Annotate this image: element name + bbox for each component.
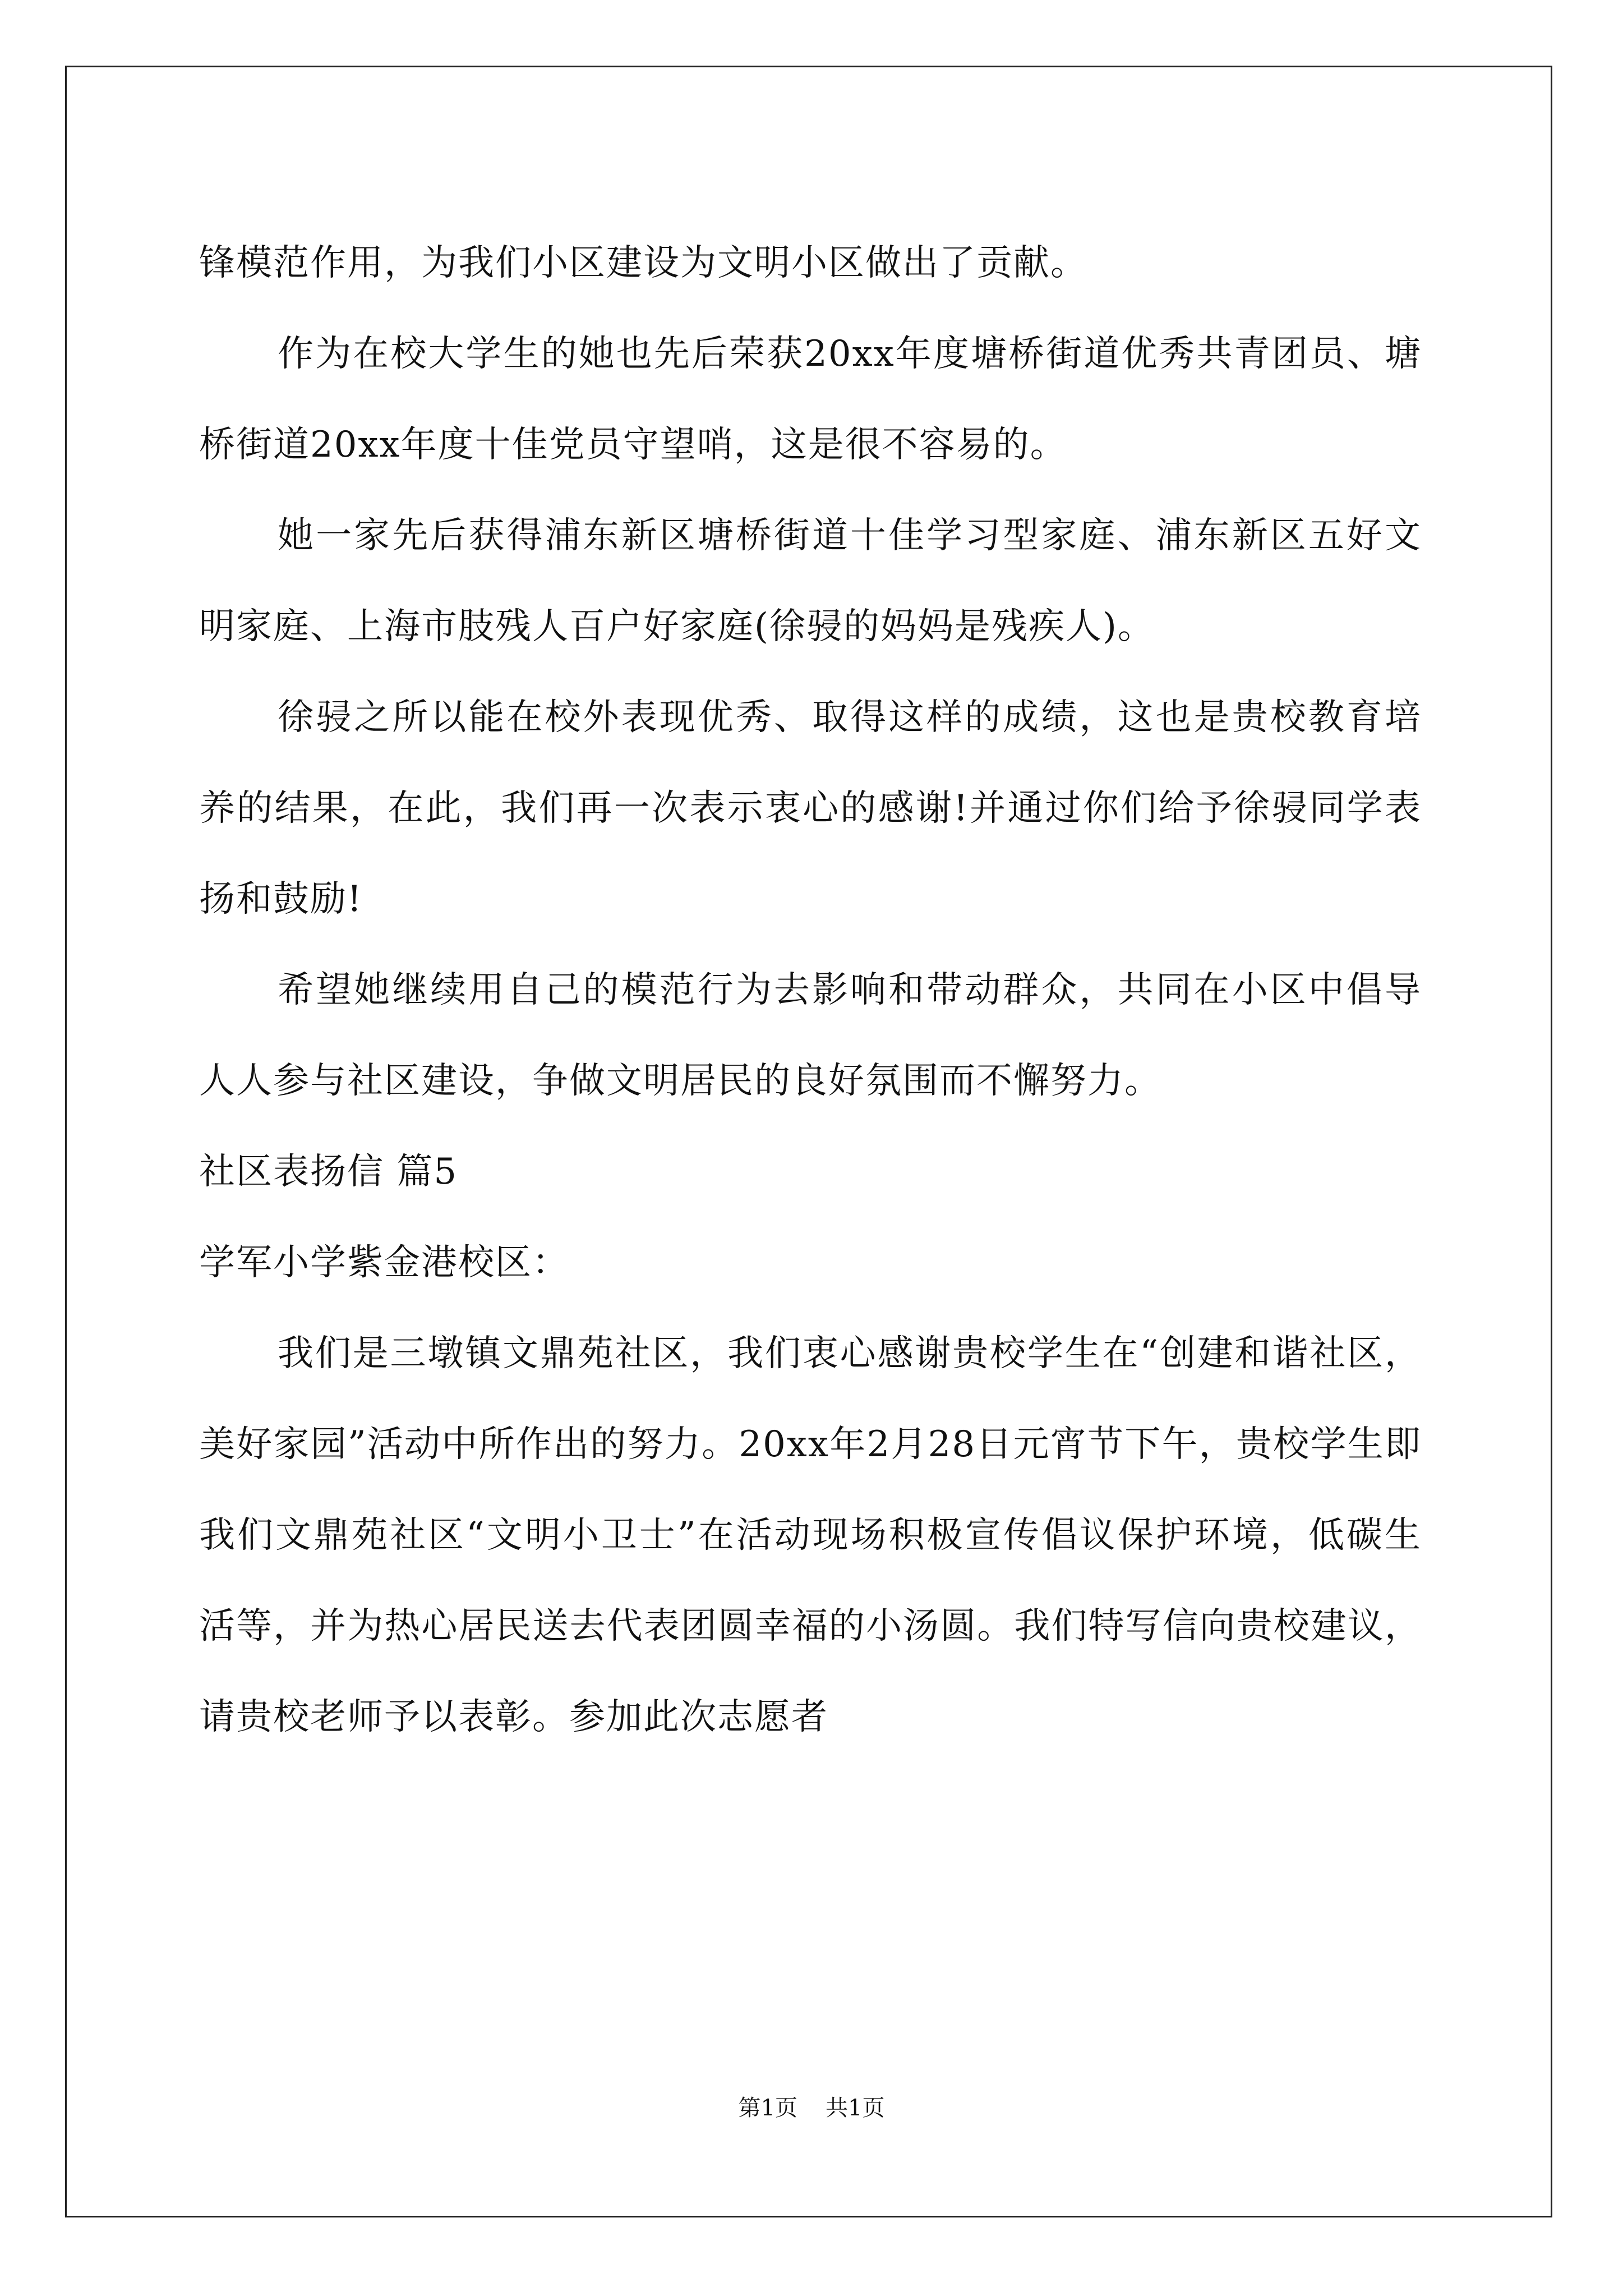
paragraph-thanks: 徐骎之所以能在校外表现优秀、取得这样的成绩，这也是贵校教育培养的结果，在此，我们再一次表示衷心的感谢!并通过你们给予徐骎同学表扬和鼓励! (199, 697, 1422, 920)
page-total: 共1页 (826, 2095, 885, 2121)
document-body (199, 218, 1422, 1763)
paragraph-letter-body: 我们是三墩镇文鼎苑社区，我们衷心感谢贵校学生在“创建和谐社区，美好家园”活动中所作出的努力。20xx年2月28日元宵节下午，贵校学生即我们文鼎苑社区“文明小卫士”在活动现场积极宣传倡议保护环境，低碳生活等，并为热心居民送去代表团圆幸福的小汤圆。我们特写信向贵校建议，请贵校老师予以表彰。参加此次志愿者 (199, 1333, 1422, 1738)
paragraph-hope: 希望她继续用自己的模范行为去影响和带动群众，共同在小区中倡导人人参与社区建设，争做文明居民的良好氛围而不懈努力。 (199, 969, 1422, 1102)
paragraph-continuation: 锋模范作用，为我们小区建设为文明小区做出了贡献。 (199, 242, 1087, 284)
page-number: 第1页 (738, 2095, 797, 2121)
salutation: 学军小学紫金港校区： (199, 1242, 569, 1283)
paragraph-honors: 作为在校大学生的她也先后荣获20xx年度塘桥街道优秀共青团员、塘桥街道20xx年度十佳党员守望哨，这是很不容易的。 (199, 333, 1422, 466)
section-title: 社区表扬信 篇5 (199, 1151, 458, 1193)
paragraph-family-awards: 她一家先后获得浦东新区塘桥街道十佳学习型家庭、浦东新区五好文明家庭、上海市肢残人百户好家庭(徐骎的妈妈是残疾人)。 (199, 515, 1422, 647)
page-footer (0, 2090, 1623, 2122)
